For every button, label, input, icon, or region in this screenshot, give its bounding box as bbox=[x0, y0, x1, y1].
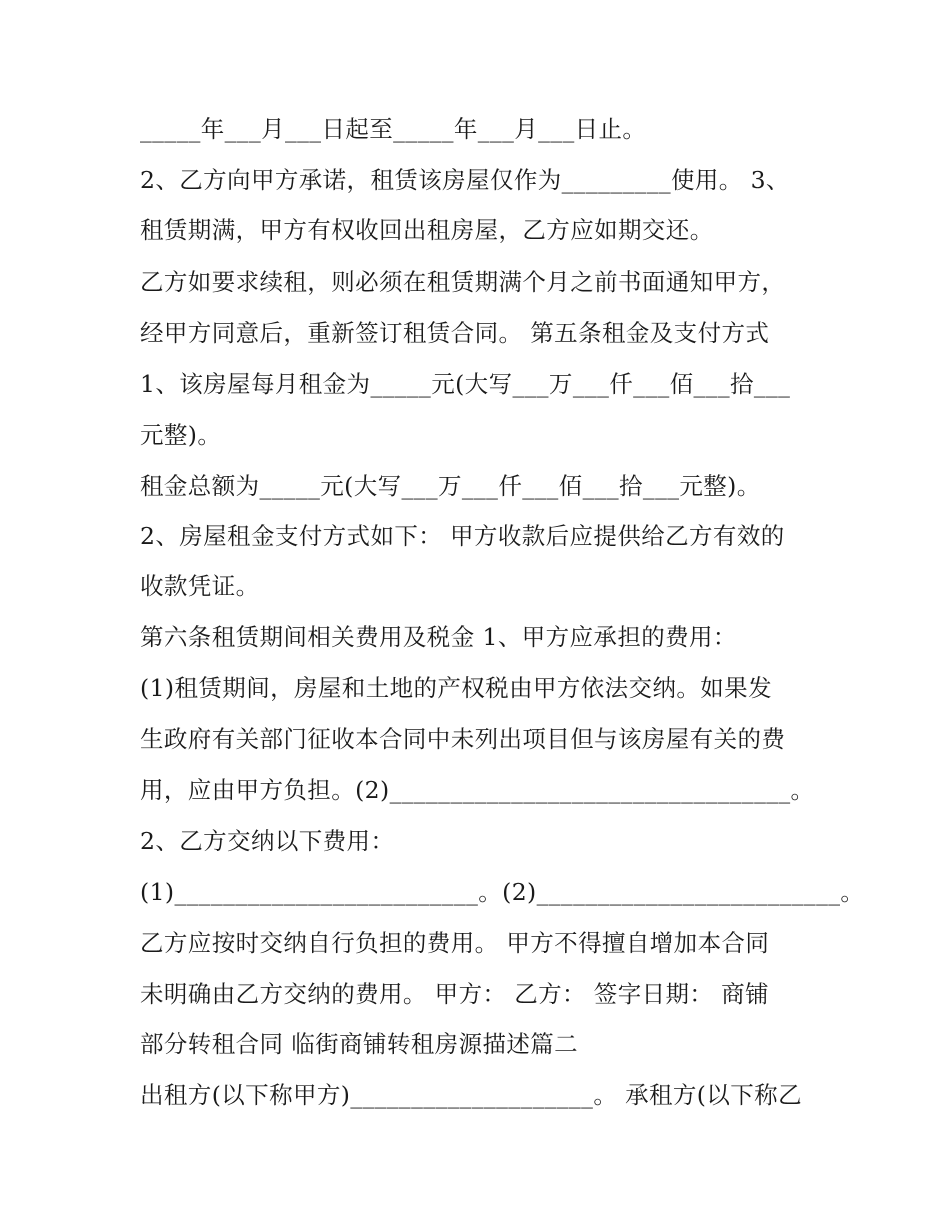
article-five-heading-line: 经甲方同意后，重新签订租赁合同。 第五条租金及支付方式 bbox=[140, 319, 770, 347]
chapter-two-title-line: 部分转租合同 临街商铺转租房源描述篇二 bbox=[140, 1030, 579, 1058]
payment-receipt-line: 收款凭证。 bbox=[140, 572, 260, 600]
tenant-fees-items-line: (1)_________________________。(2)_________________________。 bbox=[140, 878, 865, 906]
lease-expiry-line: 租赁期满，甲方有权收回出租房屋，乙方应如期交还。 bbox=[140, 216, 714, 244]
signature-fields-line: 未明确由乙方交纳的费用。 甲方： 乙方： 签字日期： 商铺 bbox=[140, 980, 769, 1008]
renewal-notice-line: 乙方如要求续租，则必须在租赁期满个月之前书面通知甲方， bbox=[140, 268, 786, 296]
article-six-heading-line: 第六条租赁期间相关费用及税金 1、甲方应承担的费用： bbox=[140, 623, 737, 651]
landlord-burden-line: 用，应由甲方负担。(2)_________________________________。 bbox=[140, 776, 815, 804]
lease-term-dates-line: _____年___月___日起至_____年___月___日止。 bbox=[140, 115, 647, 143]
usage-promise-line: 2、乙方向甲方承诺，租赁该房屋仅作为_________使用。 3、 bbox=[140, 166, 790, 194]
government-fees-line: 生政府有关部门征收本合同中未列出项目但与该房屋有关的费 bbox=[140, 725, 786, 753]
total-rent-line: 租金总额为_____元(大写___万___仟___佰___拾___元整)。 bbox=[140, 472, 761, 500]
monthly-rent-continued-line: 元整)。 bbox=[140, 421, 222, 449]
monthly-rent-line: 1、该房屋每月租金为_____元(大写___万___仟___佰___拾___ bbox=[140, 370, 791, 398]
property-tax-line: (1)租赁期间，房屋和土地的产权税由甲方依法交纳。如果发 bbox=[140, 674, 772, 702]
tenant-payment-duty-line: 乙方应按时交纳自行负担的费用。 甲方不得擅自增加本合同 bbox=[140, 929, 770, 957]
payment-method-line: 2、房屋租金支付方式如下： 甲方收款后应提供给乙方有效的 bbox=[140, 522, 785, 550]
tenant-fees-heading-line: 2、乙方交纳以下费用： bbox=[140, 827, 395, 855]
parties-line: 出租方(以下称甲方)____________________。 承租方(以下称乙 bbox=[140, 1081, 802, 1109]
